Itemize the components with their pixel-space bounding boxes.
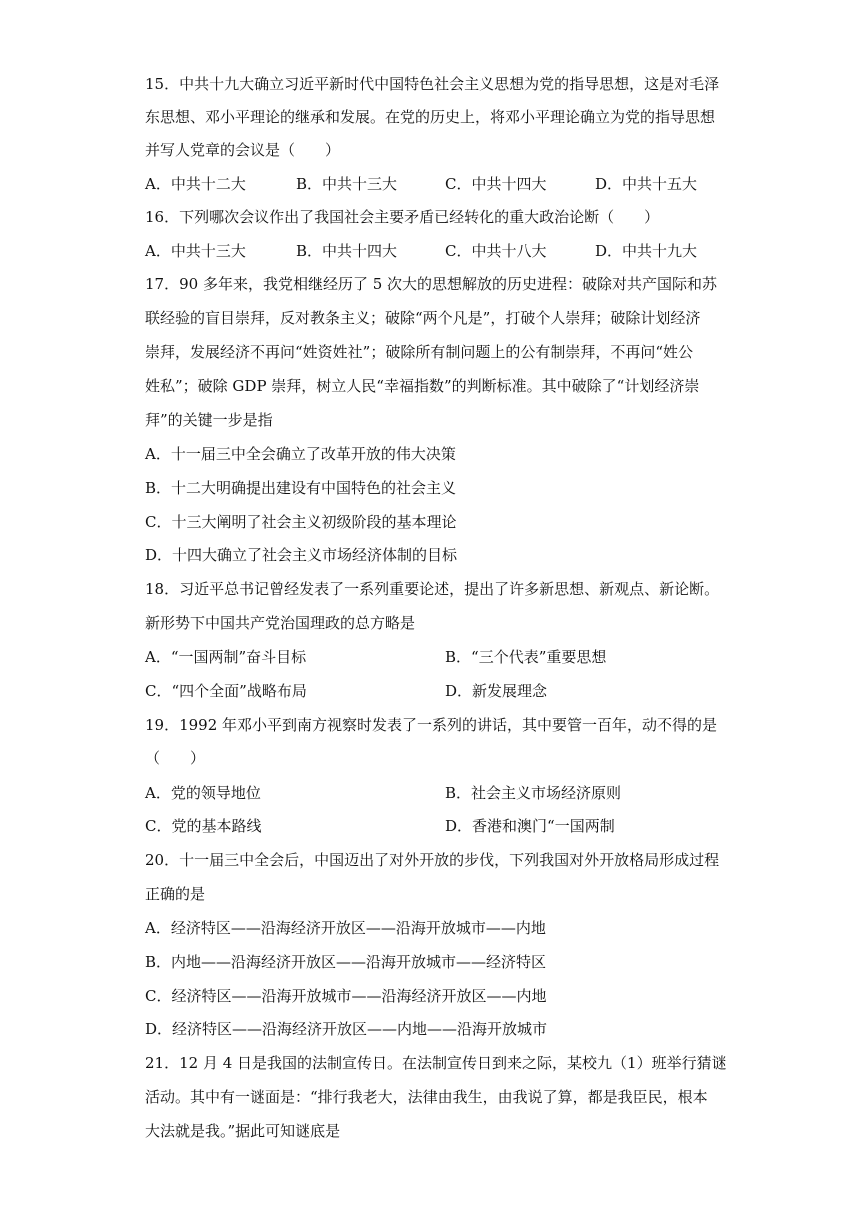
q19-option-b: B．社会主义市场经济原则	[445, 784, 622, 802]
q19-option-d: D．香港和澳门“一国两制	[445, 817, 615, 835]
q19-line-1: 19．1992 年邓小平到南方视察时发表了一系列的讲话，其中要管一百年，动不得的是	[145, 716, 718, 734]
q15-line-2: 东思想、邓小平理论的继承和发展。在党的历史上，将邓小平理论确立为党的指导思想	[145, 108, 716, 126]
q17-line-5: 拜”的关键一步是指	[145, 411, 273, 429]
q20-option-c: C．经济特区——沿海开放城市——沿海经济开放区——内地	[145, 987, 547, 1005]
q21-line-2: 活动。其中有一谜面是：“排行我老大，法律由我生，由我说了算，都是我臣民，根本	[145, 1088, 708, 1106]
q19-option-c: C．党的基本路线	[145, 817, 262, 835]
q20-option-a: A．经济特区——沿海经济开放区——沿海开放城市——内地	[145, 919, 546, 937]
q17-option-b: B．十二大明确提出建设有中国特色的社会主义	[145, 479, 457, 497]
q17-line-4: 姓私”；破除 GDP 崇拜，树立人民“幸福指数”的判断标准。其中破除了“计划经济崇	[145, 377, 700, 395]
q17-option-d: D．十四大确立了社会主义市场经济体制的目标	[145, 546, 458, 564]
q18-line-2: 新形势下中国共产党治国理政的总方略是	[145, 614, 416, 632]
q18-option-a: A．“一国两制”奋斗目标	[145, 648, 307, 666]
q15-option-d: D．中共十五大	[595, 175, 698, 193]
q15-option-b: B．中共十三大	[296, 175, 398, 193]
q15-option-a: A．中共十二大	[145, 175, 246, 193]
q20-option-d: D．经济特区——沿海经济开放区——内地——沿海开放城市	[145, 1020, 548, 1038]
q21-line-3: 大法就是我。”据此可知谜底是	[145, 1122, 341, 1140]
q19-line-2: （ ）	[145, 749, 206, 767]
q16-option-b: B．中共十四大	[296, 242, 398, 260]
q20-line-1: 20．十一届三中全会后，中国迈出了对外开放的步伐，下列我国对外开放格局形成过程	[145, 851, 720, 869]
q19-option-a: A．党的领导地位	[145, 784, 261, 802]
q15-line-3: 并写人党章的会议是（ ）	[145, 141, 341, 159]
q20-line-2: 正确的是	[145, 885, 206, 903]
q16-option-d: D．中共十九大	[595, 242, 698, 260]
q17-line-3: 崇拜，发展经济不再问“姓资姓社”；破除所有制问题上的公有制崇拜，不再问“姓公	[145, 343, 694, 361]
q18-option-c: C．“四个全面”战略布局	[145, 682, 307, 700]
q18-option-d: D．新发展理念	[445, 682, 548, 700]
q20-option-b: B．内地——沿海经济开放区——沿海开放城市——经济特区	[145, 953, 547, 971]
q18-option-b: B．“三个代表”重要思想	[445, 648, 607, 666]
q17-line-2: 联经验的盲目崇拜，反对教条主义；破除“两个凡是”，打破个人崇拜；破除计划经济	[145, 309, 701, 327]
q15-option-c: C．中共十四大	[445, 175, 547, 193]
q18-line-1: 18．习近平总书记曾经发表了一系列重要论述，提出了许多新思想、新观点、新论断。	[145, 580, 720, 598]
q15-line-1: 15．中共十九大确立习近平新时代中国特色社会主义思想为党的指导思想，这是对毛泽	[145, 75, 720, 93]
q16-option-a: A．中共十三大	[145, 242, 246, 260]
q17-option-c: C．十三大阐明了社会主义初级阶段的基本理论	[145, 513, 457, 531]
q17-option-a: A．十一届三中全会确立了改革开放的伟大决策	[145, 445, 456, 463]
q16-option-c: C．中共十八大	[445, 242, 547, 260]
q17-line-1: 17．90 多年来，我党相继经历了 5 次大的思想解放的历史进程：破除对共产国际和苏	[145, 275, 718, 293]
q21-line-1: 21．12 月 4 日是我国的法制宣传日。在法制宣传日到来之际，某校九（1）班举行猜谜	[145, 1054, 727, 1072]
q16-line-1: 16．下列哪次会议作出了我国社会主要矛盾已经转化的重大政治论断（ ）	[145, 208, 660, 226]
